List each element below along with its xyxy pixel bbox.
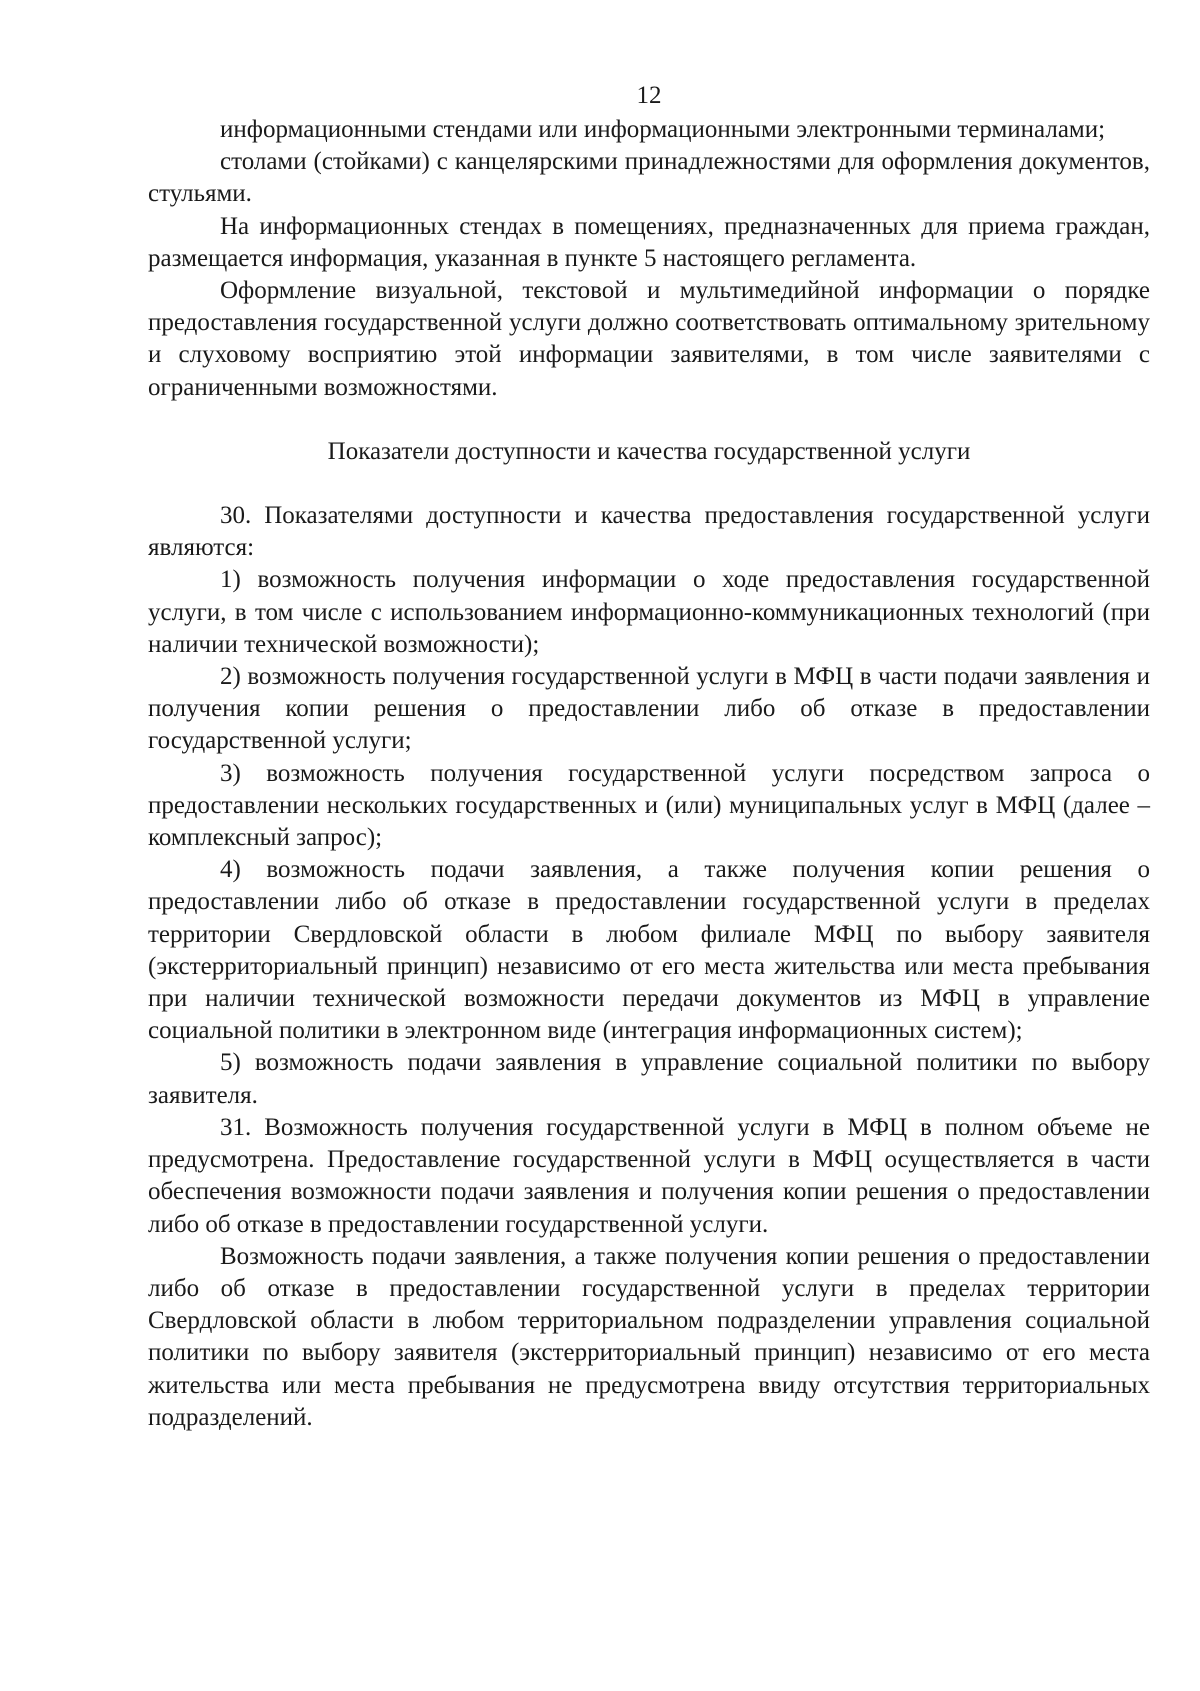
list-item-3: 3) возможность получения государственной услуги посредством запроса о предоставлении нескольких государственных и (или) муниципальных услуг в МФЦ (далее – комплексный запрос); [148, 759, 1150, 852]
paragraph-info-design: Оформление визуальной, текстовой и мультимедийной информации о порядке предоставления государственной услуги должно соответствовать оптимальному зрительному и слуховому восприятию этой информации заявителями, в том числе заявителями с ограниченными возможностями. [148, 277, 1150, 401]
document-page [148, 80, 1150, 1434]
paragraph-info-stands: На информационных стендах в помещениях, предназначенных для приема граждан, размещается информация, указанная в пункте 5 настоящего регламента. [148, 212, 1150, 272]
list-item-4: 4) возможность подачи заявления, а также получения копии решения о предоставлении либо об отказе в предоставлении государственной услуги в пределах территории Свердловской области в любом филиале МФЦ по выбору заявителя (экстерриториальный принцип) независимо от его места жительства или места пребывания при наличии технической возможности передачи документов из МФЦ в управление социальной политики в электронном виде (интеграция информационных систем); [148, 856, 1150, 1045]
list-item-1: 1) возможность получения информации о ходе предоставления государственной услуги, в том числе с использованием информационно-коммуникационных технологий (при наличии технической возможности); [148, 566, 1150, 658]
paragraph-extraterritorial: Возможность подачи заявления, а также получения копии решения о предоставлении либо об отказе в предоставлении государственной услуги в пределах территории Свердловской области в любом территориальном подразделении управления социальной политики по выбору заявителя (экстерриториальный принцип) независимо от его места жительства или места пребывания не предусмотрена ввиду отсутствия территориальных подразделений. [148, 1242, 1150, 1431]
paragraph-item-31: 31. Возможность получения государственной услуги в МФЦ в полном объеме не предусмотрена. Предоставление государственной услуги в МФЦ осуществляется в части обеспечения возможности подачи заявления и получения копии решения о предоставлении либо об отказе в предоставлении государственной услуги. [148, 1113, 1150, 1238]
paragraph-item-30: 30. Показателями доступности и качества предоставления государственной услуги являются: [148, 502, 1150, 562]
paragraph-info-terminals: информационными стендами или информационными электронными терминалами; [220, 116, 1106, 143]
list-item-2: 2) возможность получения государственной услуги в МФЦ в части подачи заявления и получения копии решения о предоставлении либо об отказе в предоставлении государственной услуги; [148, 663, 1150, 755]
page-number: 12 [636, 82, 662, 109]
paragraph-desks: столами (стойками) с канцелярскими принадлежностями для оформления документов, стульями. [148, 148, 1150, 208]
list-item-5: 5) возможность подачи заявления в управление социальной политики по выбору заявителя. [148, 1049, 1150, 1109]
section-heading: Показатели доступности и качества государственной услуги [327, 437, 971, 465]
